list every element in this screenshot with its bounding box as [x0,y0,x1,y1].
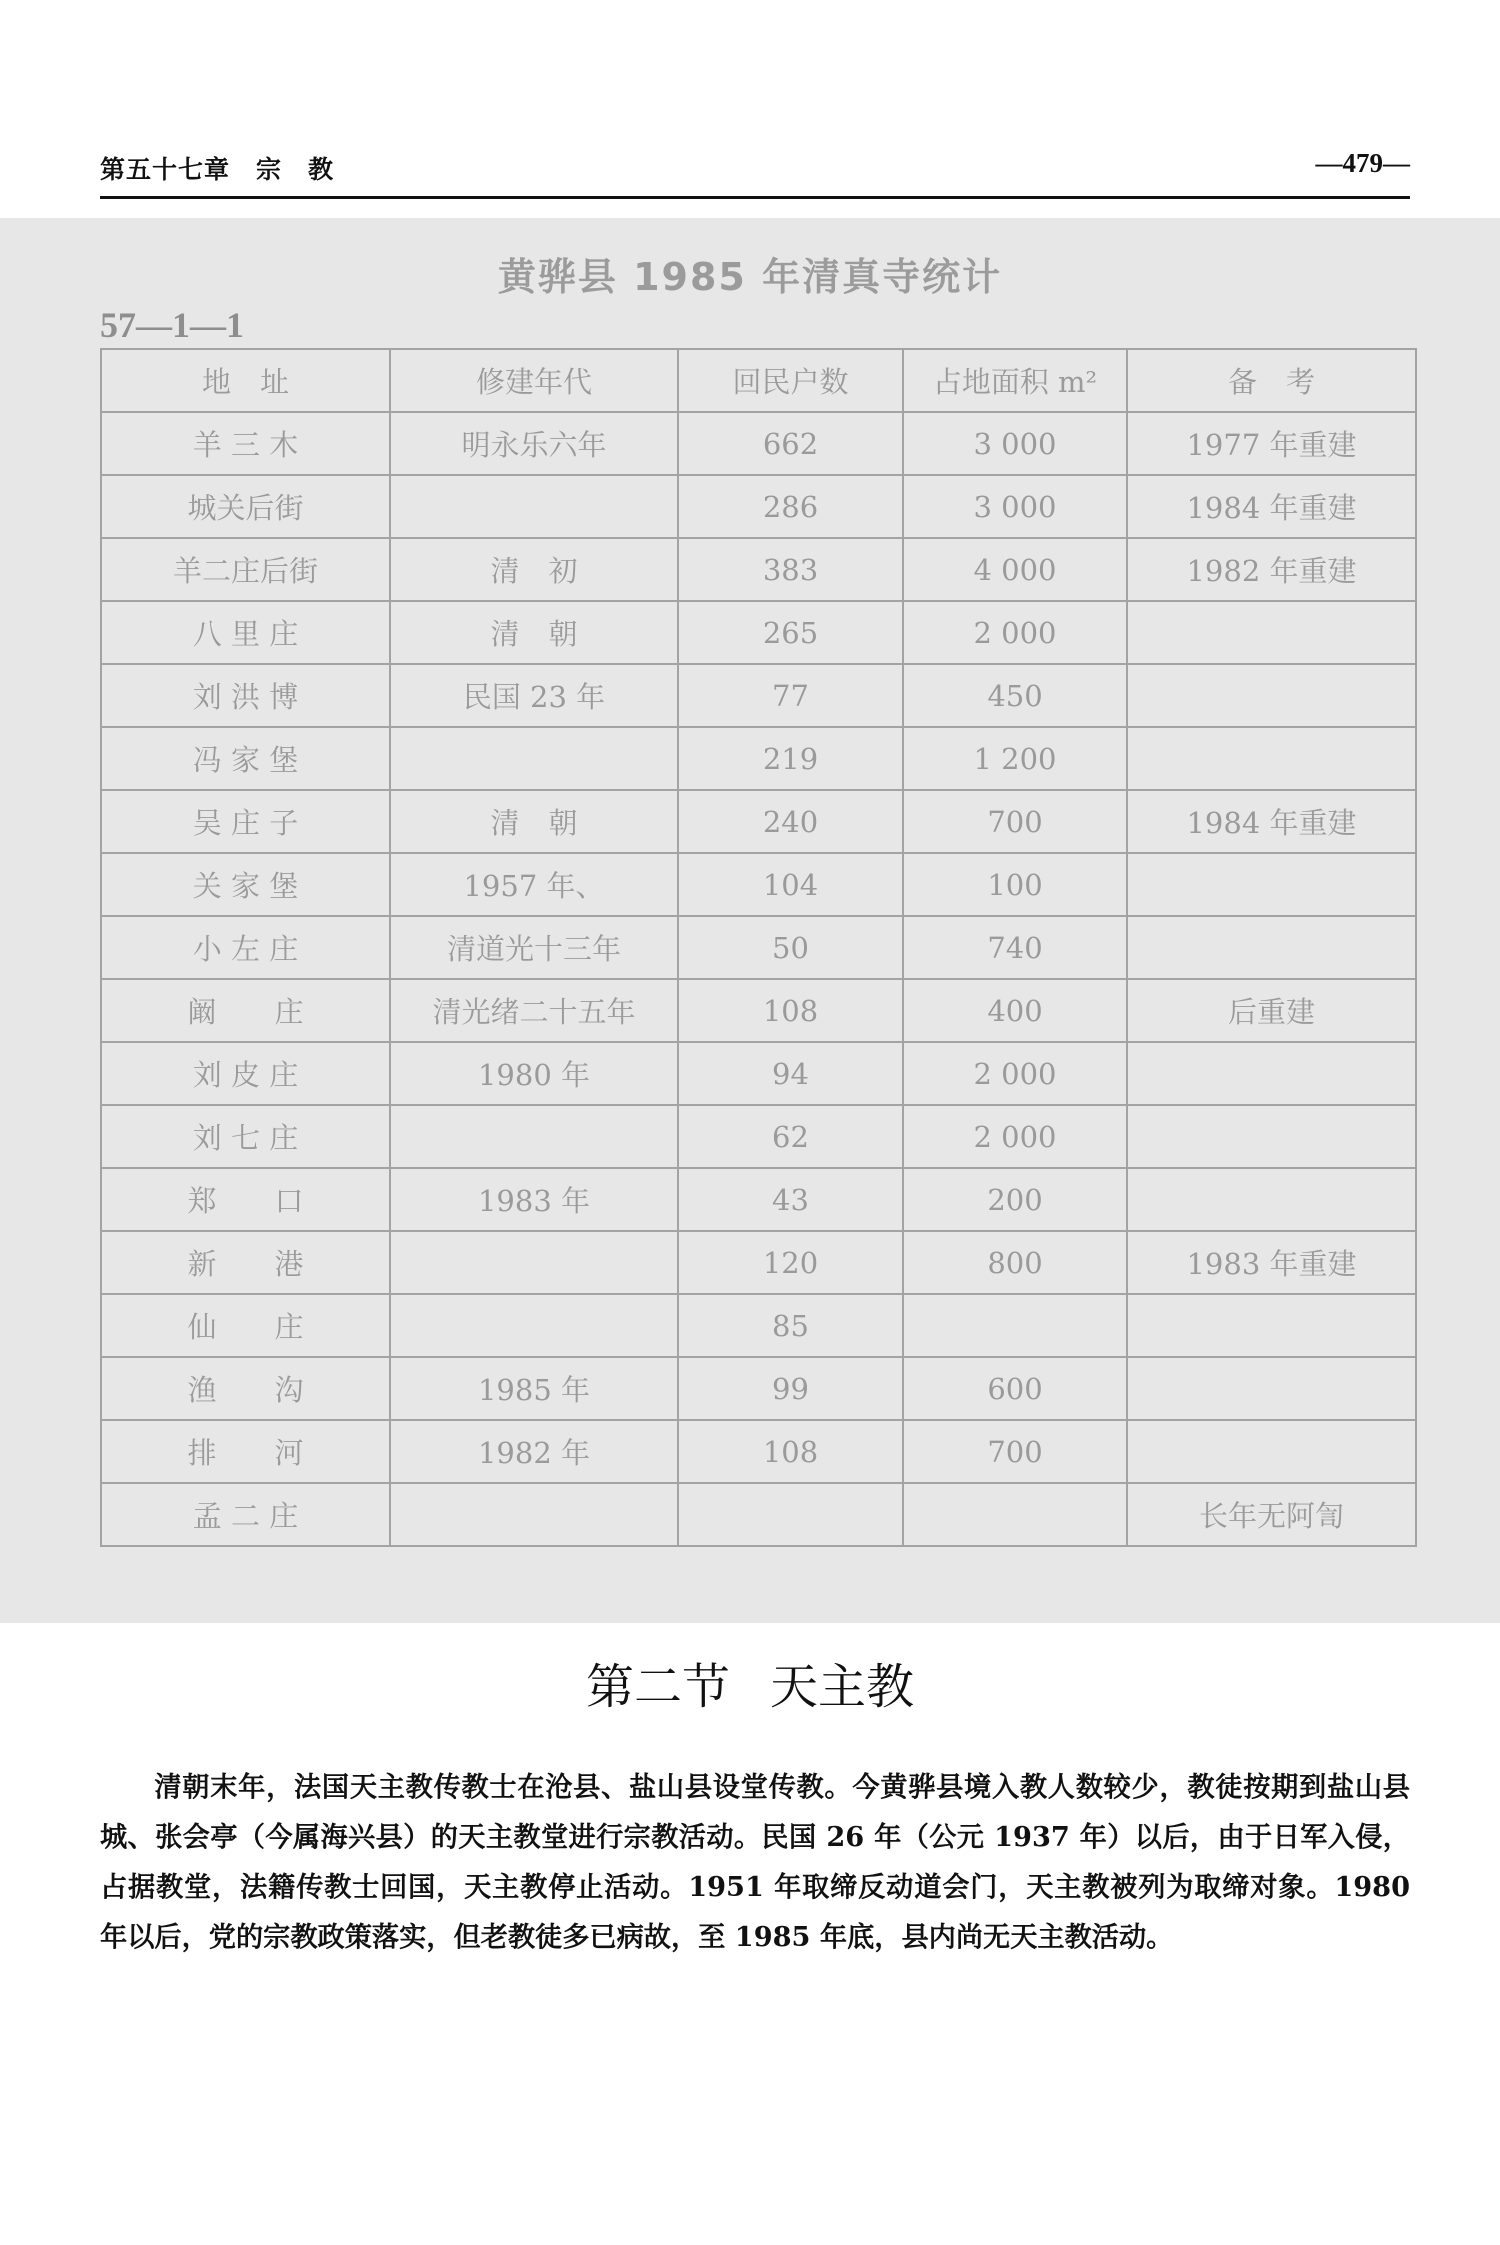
table-row [101,1357,1416,1420]
table-cell: 1983 年 [390,1168,678,1231]
chapter-title: 第五十七章 宗 教 [100,155,335,184]
table-cell: 刘 皮 庄 [101,1042,390,1105]
table-cell: 740 [903,916,1127,979]
table-row [101,538,1416,601]
table-cell: 2 000 [903,601,1127,664]
table-cell: 清道光十三年 [390,916,678,979]
table-cell: 108 [678,979,903,1042]
table-row [101,1420,1416,1483]
table-cell [1127,1294,1416,1357]
table-cell: 阚 庄 [101,979,390,1042]
table-cell: 刘 洪 博 [101,664,390,727]
table-body [101,412,1416,1546]
table-cell: 排 河 [101,1420,390,1483]
table-cell: 城关后街 [101,475,390,538]
table-cell: 77 [678,664,903,727]
table-cell: 85 [678,1294,903,1357]
table-cell: 后重建 [1127,979,1416,1042]
table-cell: 刘 七 庄 [101,1105,390,1168]
table-row [101,664,1416,727]
table-cell: 286 [678,475,903,538]
table-cell: 219 [678,727,903,790]
table-row [101,1294,1416,1357]
table-cell: 4 000 [903,538,1127,601]
table-cell [390,1105,678,1168]
table-cell: 渔 沟 [101,1357,390,1420]
table-cell: 小 左 庄 [101,916,390,979]
table-cell: 羊 三 木 [101,412,390,475]
table-cell: 1984 年重建 [1127,475,1416,538]
table-cell: 265 [678,601,903,664]
table-cell [390,727,678,790]
column-header: 备 考 [1127,349,1416,412]
table-cell: 八 里 庄 [101,601,390,664]
table-cell: 700 [903,790,1127,853]
table-cell [1127,1042,1416,1105]
table-cell: 孟 二 庄 [101,1483,390,1546]
table-title: 黄骅县 1985 年清真寺统计 [497,255,1003,299]
table-cell: 2 000 [903,1042,1127,1105]
table-cell [1127,1420,1416,1483]
table-row [101,727,1416,790]
table-cell: 长年无阿訇 [1127,1483,1416,1546]
table-cell: 1977 年重建 [1127,412,1416,475]
table-cell: 62 [678,1105,903,1168]
table-row [101,790,1416,853]
table-cell: 清光绪二十五年 [390,979,678,1042]
table-cell: 明永乐六年 [390,412,678,475]
table-cell: 600 [903,1357,1127,1420]
table-row [101,1168,1416,1231]
table-cell [1127,853,1416,916]
table-cell: 800 [903,1231,1127,1294]
section-number: 第二节 [585,1659,730,1715]
table-cell: 1985 年 [390,1357,678,1420]
table-cell: 1983 年重建 [1127,1231,1416,1294]
table-cell: 43 [678,1168,903,1231]
table-cell: 700 [903,1420,1127,1483]
section-title: 天主教 [770,1659,915,1715]
table-cell: 104 [678,853,903,916]
table-cell: 吴 庄 子 [101,790,390,853]
table-row [101,1231,1416,1294]
table-row [101,1483,1416,1546]
table-cell [1127,1357,1416,1420]
table-cell: 1982 年 [390,1420,678,1483]
table-cell [1127,1168,1416,1231]
table-row [101,1105,1416,1168]
table-cell [1127,1105,1416,1168]
body-text [100,1762,1410,1962]
column-header: 地 址 [101,349,390,412]
table-cell [678,1483,903,1546]
running-head [100,146,1410,186]
table-cell [1127,916,1416,979]
table-cell: 郑 口 [101,1168,390,1231]
table-cell [903,1483,1127,1546]
table-cell: 662 [678,412,903,475]
table-cell: 1980 年 [390,1042,678,1105]
table-row [101,475,1416,538]
table-cell [390,475,678,538]
table-cell [390,1231,678,1294]
table-panel [0,218,1500,1623]
table-cell: 冯 家 堡 [101,727,390,790]
page-number: —479— [1315,148,1410,178]
table-cell: 450 [903,664,1127,727]
table-row [101,601,1416,664]
table-cell [1127,664,1416,727]
table-cell: 羊二庄后街 [101,538,390,601]
table-cell: 1 200 [903,727,1127,790]
table-row [101,412,1416,475]
table-row [101,916,1416,979]
table-cell: 120 [678,1231,903,1294]
table-cell: 3 000 [903,475,1127,538]
table-cell [390,1483,678,1546]
table-number: 57—1—1 [100,305,244,345]
table-header-row [101,349,1416,412]
table-cell: 2 000 [903,1105,1127,1168]
table-cell: 1957 年、 [390,853,678,916]
table-cell: 仙 庄 [101,1294,390,1357]
table-cell: 关 家 堡 [101,853,390,916]
table-cell [1127,727,1416,790]
table-row [101,853,1416,916]
table-cell [1127,601,1416,664]
table-cell: 383 [678,538,903,601]
table-cell: 200 [903,1168,1127,1231]
table-cell: 99 [678,1357,903,1420]
table-cell: 400 [903,979,1127,1042]
column-header: 回民户数 [678,349,903,412]
section-heading [0,1648,1500,1717]
table-cell: 3 000 [903,412,1127,475]
table-cell: 94 [678,1042,903,1105]
body-paragraph: 清朝末年，法国天主教传教士在沧县、盐山县设堂传教。今黄骅县境入教人数较少，教徒按期到盐山县城、张会亭（今属海兴县）的天主教堂进行宗教活动。民国 26 年（公元 1937 年）以后，由于日军入侵，占据教堂，法籍传教士回国，天主教停止活动。1951 年取缔反动道会门，天主教被列为取缔对象。1980 年以后，党的宗教政策落实，但老教徒多已病故，至 1985 年底，县内尚无天主教活动。 [100,1771,1410,1953]
table-cell [390,1294,678,1357]
table-cell: 1982 年重建 [1127,538,1416,601]
mosque-statistics-table [100,348,1417,1547]
column-header: 占地面积 m² [903,349,1127,412]
table-cell: 108 [678,1420,903,1483]
header-rule [100,196,1410,199]
table-row [101,979,1416,1042]
table-cell: 清 朝 [390,601,678,664]
table-cell: 清 朝 [390,790,678,853]
table-cell: 民国 23 年 [390,664,678,727]
column-header: 修建年代 [390,349,678,412]
table-row [101,1042,1416,1105]
table-cell: 240 [678,790,903,853]
table-cell: 50 [678,916,903,979]
table-cell: 1984 年重建 [1127,790,1416,853]
table-cell: 清 初 [390,538,678,601]
table-cell: 100 [903,853,1127,916]
table-cell: 新 港 [101,1231,390,1294]
table-cell [903,1294,1127,1357]
